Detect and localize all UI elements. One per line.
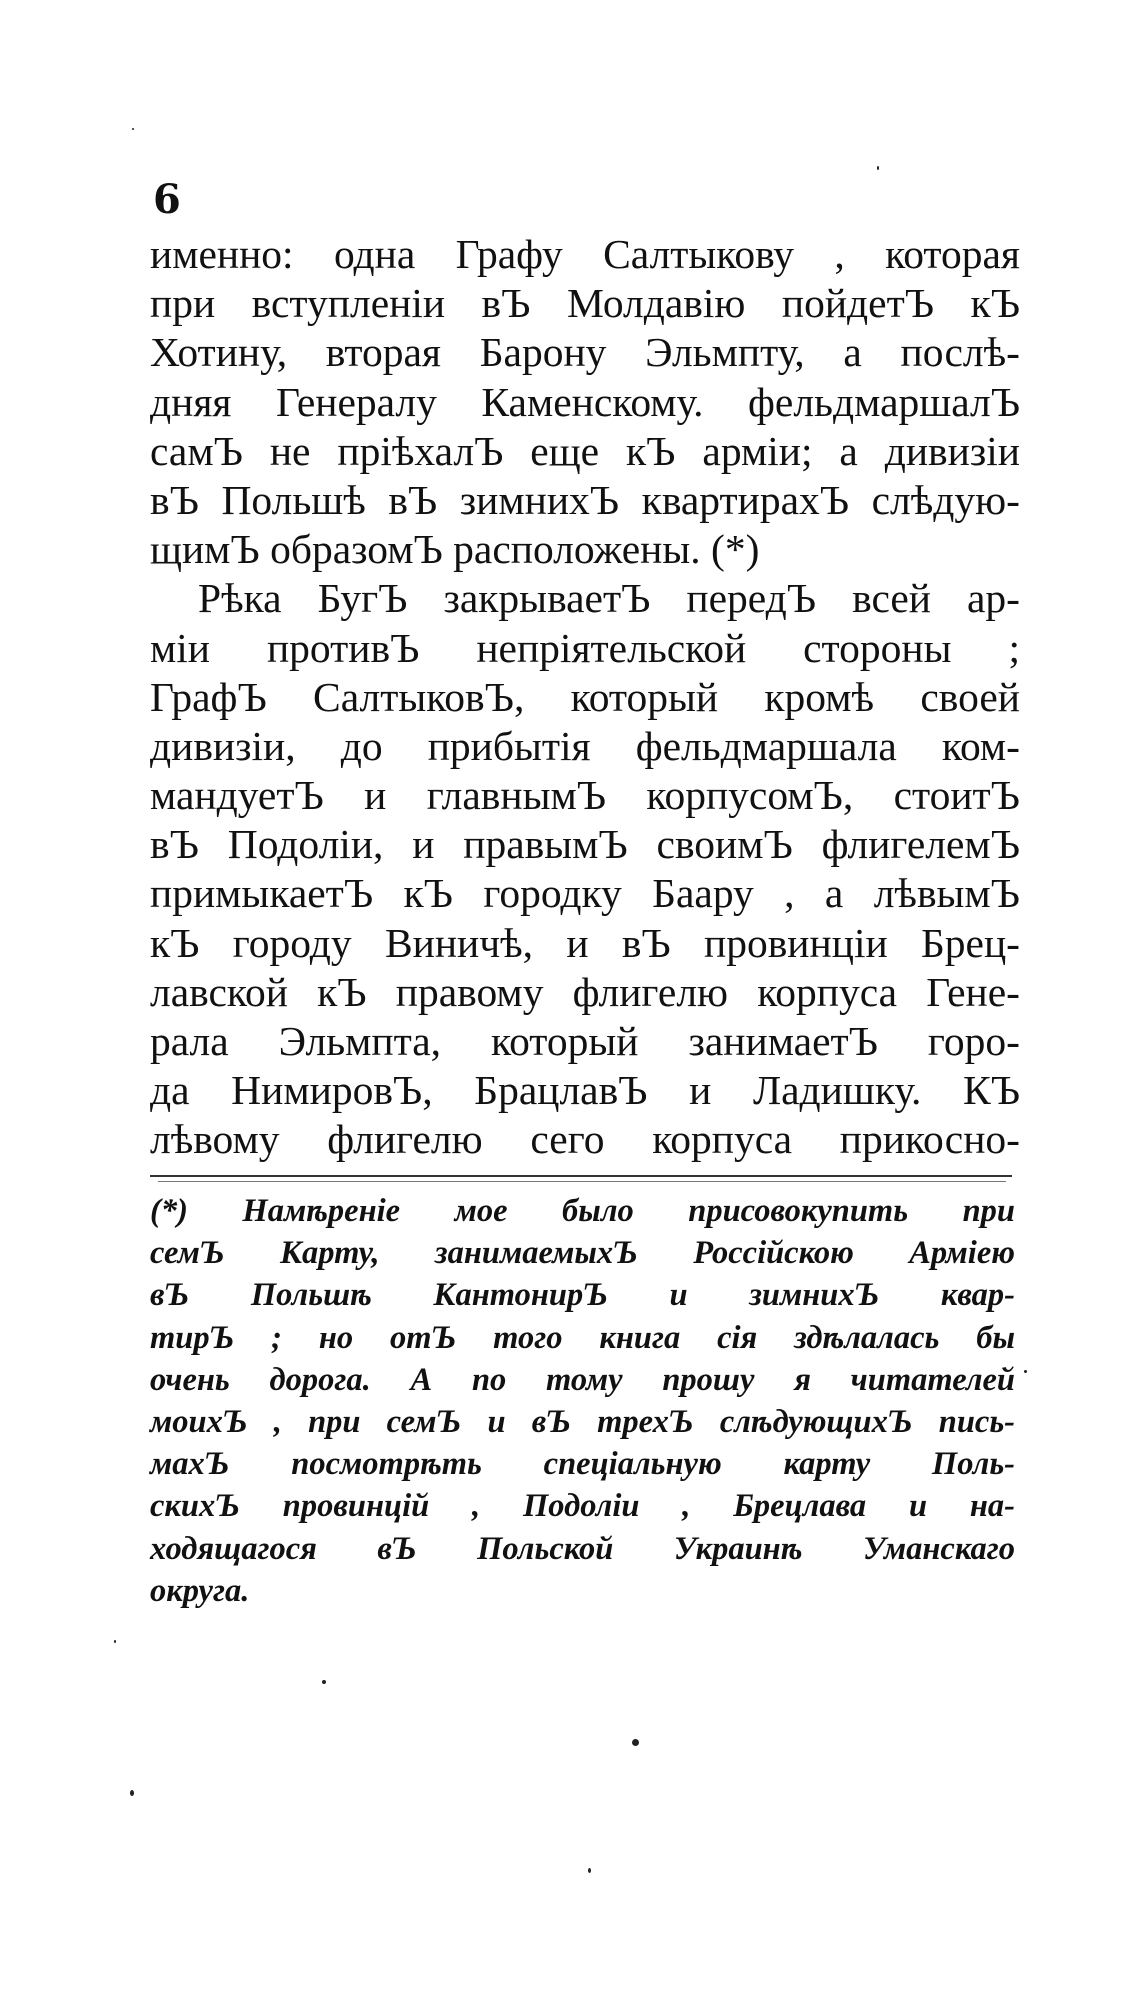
footnote-line: семЪ Карту, занимаемыхЪ Россійскою Арміею	[150, 1235, 1015, 1272]
text-line: мандуетЪ и главнымЪ корпусомЪ, стоитЪ	[150, 772, 1020, 819]
footnote-line: вЪ Польшѣ КантонирЪ и зимнихЪ квар-	[150, 1277, 1015, 1314]
footnote-divider	[150, 1175, 1012, 1177]
footnote-line: скихЪ провинцій , Подоліи , Брецлава и на-	[150, 1488, 1015, 1525]
footnote-line: махЪ посмотрѣть спеціальную карту Поль-	[150, 1446, 1015, 1483]
text-line: кЪ городу Виничѣ, и вЪ провинціи Брец-	[150, 919, 1020, 966]
scan-speck	[322, 1680, 326, 1684]
text-line: щимЪ образомЪ расположены. (*)	[150, 526, 760, 573]
text-line: примыкаетЪ кЪ городку Баару , а лѣвымЪ	[150, 870, 1020, 917]
text-line: Хотину, вторая Барону Эльмпту, а послѣ-	[150, 329, 1020, 376]
text-line: лавской кЪ правому флигелю корпуса Гене-	[150, 968, 1020, 1015]
main-text	[150, 230, 1020, 1165]
text-line: вЪ Польшѣ вЪ зимнихЪ квартирахЪ слѣдую-	[150, 476, 1020, 523]
scan-speck	[1024, 1370, 1027, 1373]
scan-speck	[588, 1868, 591, 1873]
text-line: дивизіи, до прибытія фельдмаршала ком-	[150, 722, 1020, 769]
scan-speck	[632, 1739, 639, 1746]
scan-speck	[130, 1790, 134, 1796]
text-line: лѣвому флигелю сего корпуса прикосно-	[150, 1116, 1020, 1163]
footnote-line: ходящагося вЪ Польской Украинѣ Уманскаго	[150, 1530, 1015, 1567]
scan-speck	[114, 1640, 116, 1643]
text-line: міи противЪ непріятельской стороны ;	[150, 624, 1020, 671]
text-line: при вступленіи вЪ Молдавію пойдетЪ кЪ	[150, 280, 1020, 327]
scan-speck	[877, 166, 879, 170]
text-line: рала Эльмпта, который занимаетЪ горо-	[150, 1018, 1020, 1064]
text-line: ГрафЪ СалтыковЪ, который кромѣ своей	[150, 673, 1020, 720]
footnote-line: тирЪ ; но отЪ того книга сія здѣлалась бы	[150, 1319, 1015, 1356]
footnote	[150, 1190, 1015, 1612]
page-number: 6	[153, 176, 181, 223]
text-line: да НимировЪ, БрацлавЪ и Ладишку. КЪ	[150, 1067, 1020, 1114]
footnote-line: очень дорога. А по тому прошу я читателей	[150, 1361, 1015, 1398]
footnote-line: моихЪ , при семЪ и вЪ трехЪ слѣдующихЪ пись-	[150, 1403, 1015, 1440]
text-line: вЪ Подоліи, и правымЪ своимЪ флигелемЪ	[150, 821, 1020, 868]
text-line: именно: одна Графу Салтыкову , которая	[150, 231, 1020, 277]
footnote-divider-thin	[158, 1181, 1006, 1182]
text-line: самЪ не пріѣхалЪ еще кЪ арміи; а дивизіи	[150, 427, 1020, 474]
text-line: дняя Генералу Каменскому. фельдмаршалЪ	[150, 378, 1020, 425]
footnote-line: (*) Намѣреніе мое было присовокупить при	[150, 1193, 1015, 1229]
scan-speck	[132, 128, 134, 130]
footnote-line: округа.	[150, 1572, 250, 1609]
text-line: Рѣка БугЪ закрываетЪ передЪ всей ар-	[198, 575, 1020, 622]
